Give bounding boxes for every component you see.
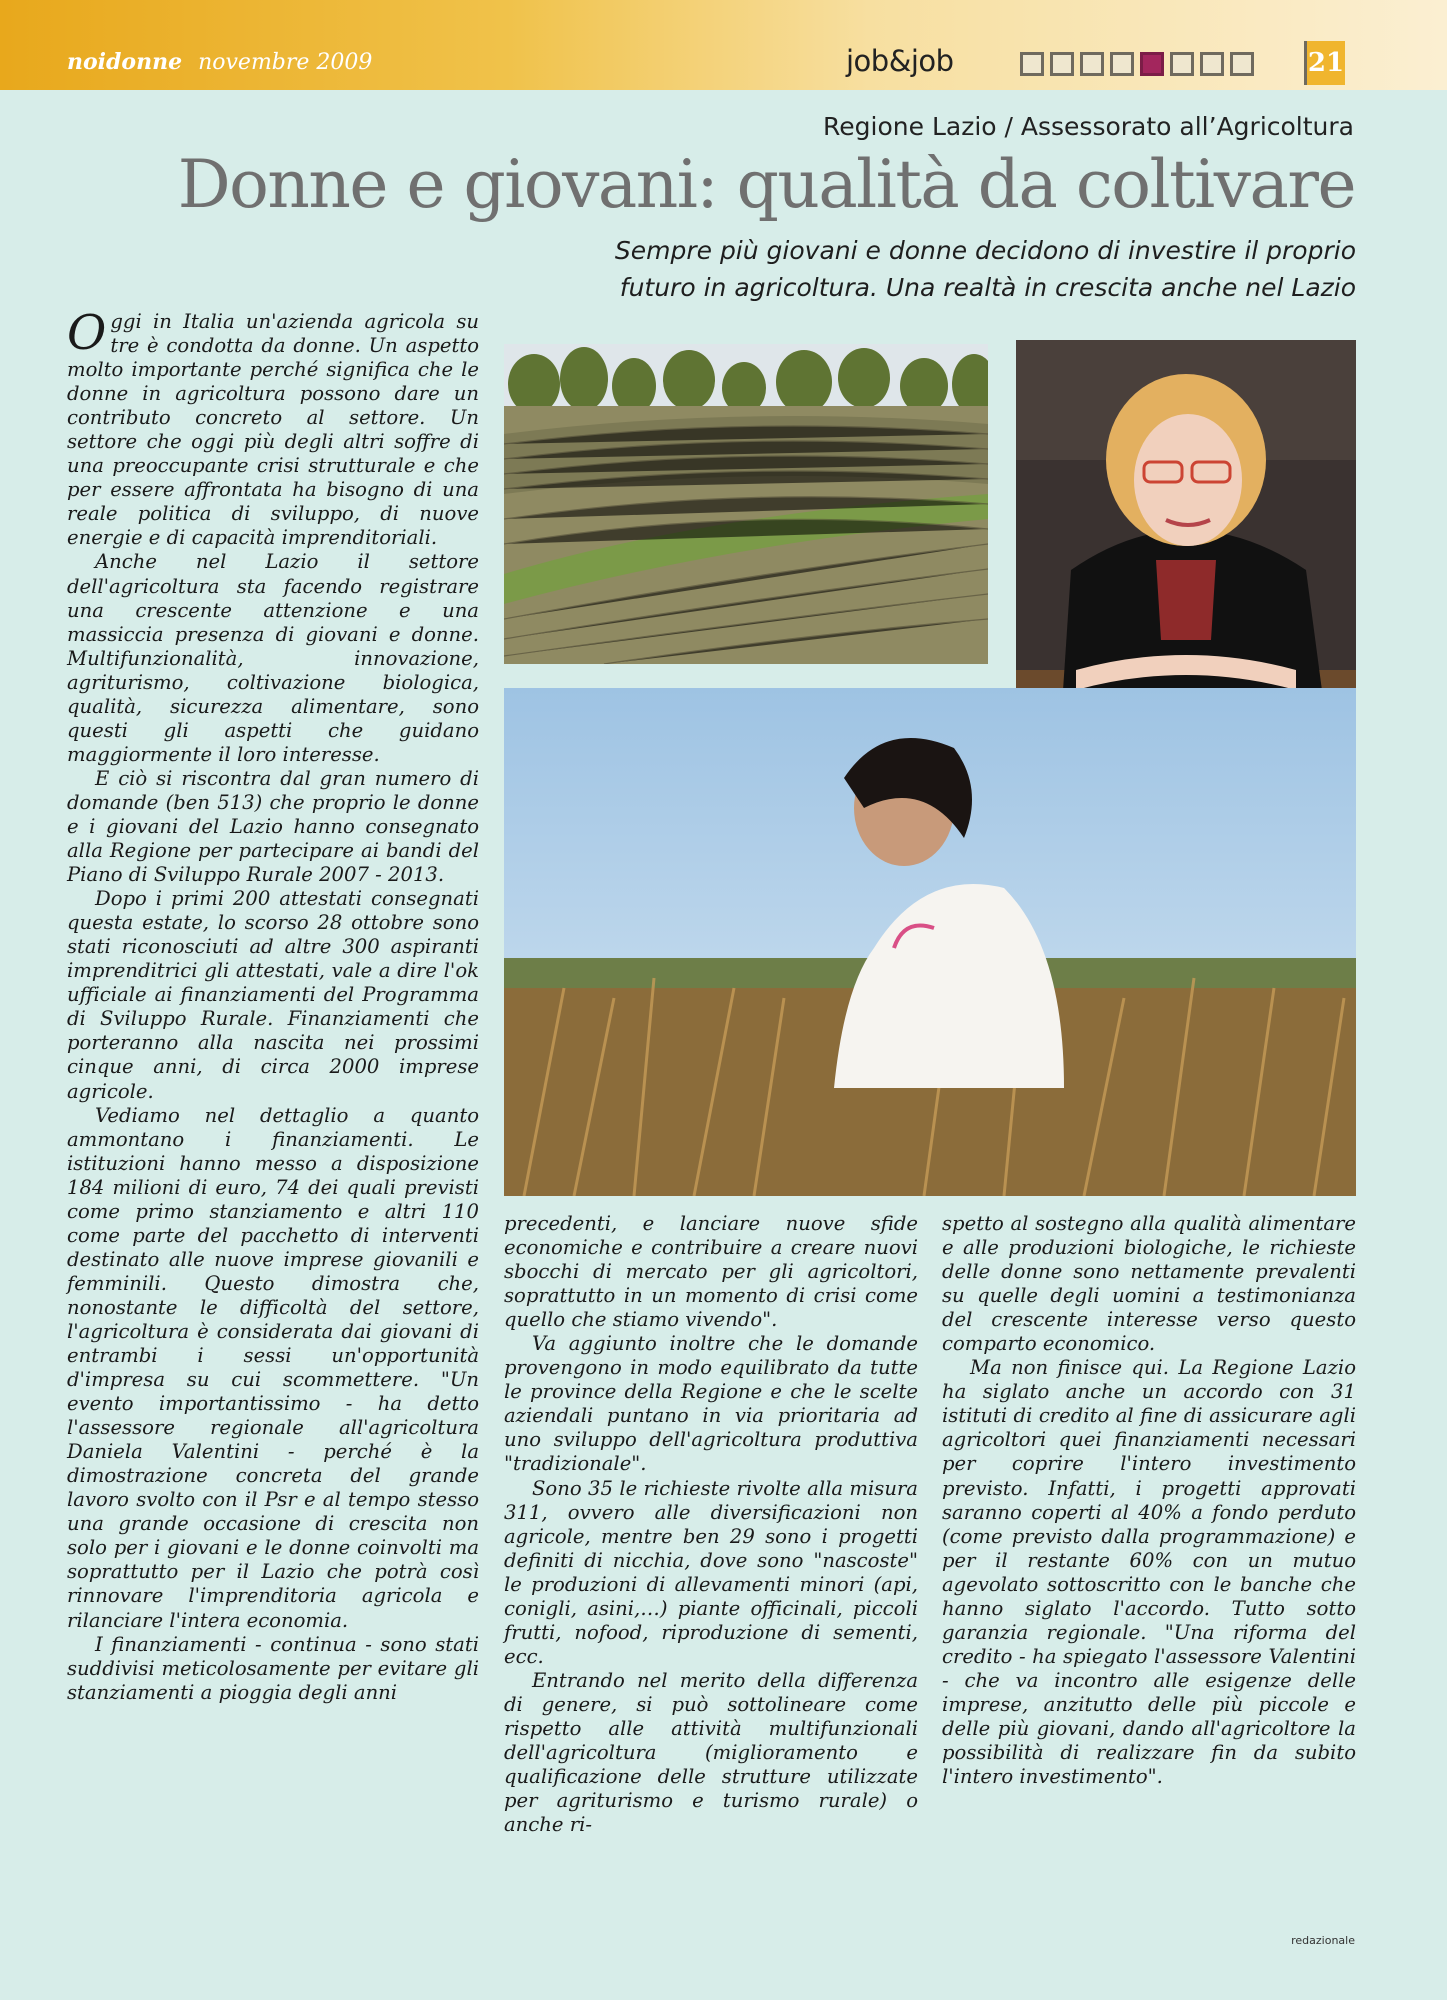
vineyard-photo (504, 344, 988, 664)
article-column-1 (67, 305, 479, 1705)
wheat-field-photo (504, 688, 1356, 1196)
article-subtitle: Sempre più giovani e donne decidono di investire il proprio futuro in agricoltura. Una realtà in crescita anche nel Lazio (614, 236, 1356, 302)
square-marker (1050, 52, 1074, 76)
magazine-name: noidonne (67, 49, 183, 75)
square-marker (1110, 52, 1134, 76)
paragraph: Va aggiunto inoltre che le domande provengono in modo equilibrato da tutte le province della Regione e che le scelte aziendali puntano in via prioritaria ad uno sviluppo dell'agricoltura produttiva "tradizionale". (504, 1332, 918, 1476)
paragraph: Sono 35 le richieste rivolte alla misura 311, ovvero alle diversificazioni non agricole, mentre ben 29 sono i progetti definiti di nicchia, dove sono "nascoste" le produzioni di allevamenti minori (api, conigli, asini,…) piante officinali, piccoli frutti, nofood, riproduzione di sementi, ecc. (504, 1476, 918, 1668)
paragraph: Ma non finisce qui. La Regione Lazio ha siglato anche un accordo con 31 istituti di credito al fine di assicurare agli agricoltori quei finanziamenti necessari per coprire l'intero investimento previsto. Infatti, i progetti approvati saranno coperti al 40% a fondo perduto (come previsto dalla programmazione) e per il restante 60% con un mutuo agevolato sottoscritto con le banche che hanno siglato l'accordo. Tutto sotto garanzia regionale. "Una riforma del credito - ha spiegato l'assessore Valentini - che va incontro alle esigenze delle imprese, anzitutto delle più piccole e delle più giovani, dando all'agricoltore la possibilità di realizzare fin da subito l'intero investimento". (942, 1356, 1356, 1789)
issue-date: novembre 2009 (198, 50, 373, 75)
paragraph: spetto al sostegno alla qualità alimentare e alle produzioni biologiche, le richieste delle donne sono nettamente prevalenti su quelle degli uomini a testimonianza del crescente interesse verso questo comparto economico. (942, 1212, 1356, 1356)
paragraph: Vediamo nel dettaglio a quanto ammontano i finanziamenti. Le istituzioni hanno messo a disposizione 184 milioni di euro, 74 dei quali previsti come primo stanziamento e altri 110 come parte del pacchetto di interventi destinato alle nuove imprese giovanili e femminili. Questo dimostra che, nonostante le difficoltà del settore, l'agricoltura è considerata dai giovani di entrambi i sessi un'opportunità d'impresa su cui scommettere. "Un evento importantissimo - ha detto l'assessore regionale all'agricoltura Daniela Valentini - perché è la dimostrazione concreta del grande lavoro svolto con il Psr e al tempo stesso una grande occasione di crescita non solo per i giovani e le donne coinvolti ma soprattutto per il Lazio che potrà così rinnovare l'imprenditoria agricola e rilanciare l'intera economia. (67, 1103, 479, 1632)
square-marker-active (1140, 52, 1164, 76)
paragraph: Entrando nel merito della differenza di genere, si può sottolineare come rispetto alle attività multifunzionali dell'agricoltura (miglioramento e qualificazione delle strutture utilizzate per agriturismo e turismo rurale) o anche ri- (504, 1668, 918, 1837)
square-marker (1020, 52, 1044, 76)
page-number: 21 (1304, 41, 1345, 85)
paragraph: I finanziamenti - continua - sono stati suddivisi meticolosamente per evitare gli stanziamenti a pioggia degli anni (67, 1632, 479, 1704)
paragraph: Dopo i primi 200 attestati consegnati questa estate, lo scorso 28 ottobre sono stati riconosciuti ad altre 300 aspiranti imprenditrici gli attestati, vale a dire l'ok ufficiale ai finanziamenti del Programma di Sviluppo Rurale. Finanziamenti che porteranno alla nascita nei prossimi cinque anni, di circa 2000 imprese agricole. (67, 887, 479, 1103)
article-credit: redazionale (1291, 1934, 1355, 1947)
square-marker (1080, 52, 1104, 76)
square-marker (1200, 52, 1224, 76)
article-kicker: Regione Lazio / Assessorato all’Agricoltura (823, 112, 1354, 141)
paragraph: precedenti, e lanciare nuove sfide economiche e contribuire a creare nuovi sbocchi di mercato per gli agricoltori, soprattutto in un momento di crisi come quello che stiamo vivendo". (504, 1212, 918, 1332)
square-marker (1230, 52, 1254, 76)
masthead (67, 49, 372, 75)
article-column-2 (504, 1212, 918, 1837)
section-label: job&job (846, 44, 954, 78)
paragraph: E ciò si riscontra dal gran numero di domande (ben 513) che proprio le donne e i giovani del Lazio hanno consegnato alla Regione per partecipare ai bandi del Piano di Sviluppo Rurale 2007 - 2013. (67, 766, 479, 887)
paragraph: Oggi in Italia un'azienda agricola su tre è condotta da donne. Un aspetto molto importante perché significa che le donne in agricoltura possono dare un contributo concreto al settore. Un settore che oggi più degli altri soffre di una preoccupante crisi strutturale e che per essere affrontata ha bisogno di una reale politica di sviluppo, di nuove energie e di capacità imprenditoriali. (67, 305, 479, 550)
header-bar (0, 0, 1447, 90)
drop-cap: O (67, 305, 107, 361)
article-title: Donne e giovani: qualità da coltivare (177, 146, 1355, 223)
paragraph: Anche nel Lazio il settore dell'agricoltura sta facendo registrare una crescente attenzione e una massiccia presenza di giovani e donne. Multifunzionalità, innovazione, agriturismo, coltivazione biologica, qualità, sicurezza alimentare, sono questi gli aspetti che guidano maggiormente il loro interesse. (67, 550, 479, 766)
square-marker (1170, 52, 1194, 76)
section-squares (1020, 52, 1254, 76)
article-column-3 (942, 1212, 1356, 1789)
